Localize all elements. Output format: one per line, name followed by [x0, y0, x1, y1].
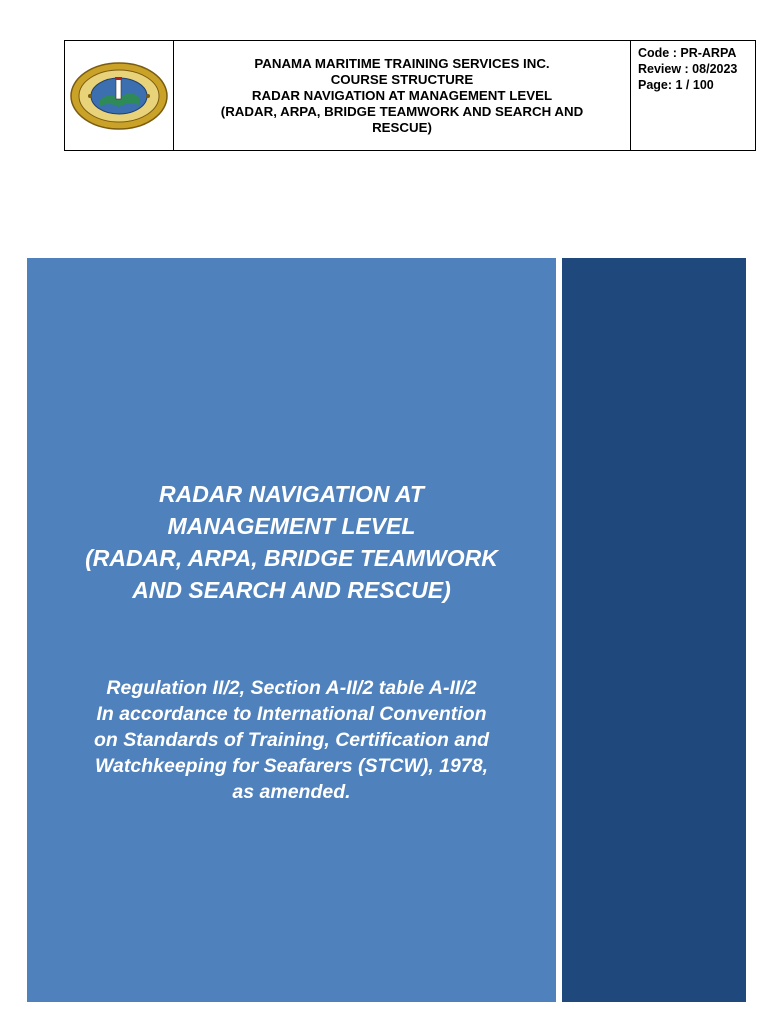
regulation-line-1: Regulation II/2, Section A-II/2 table A-II/2 [106, 677, 477, 699]
cover-panel-dark [562, 258, 746, 1002]
page-number: Page: 1 / 100 [638, 78, 714, 92]
document-review: Review : 08/2023 [638, 62, 738, 76]
regulation-line-5: as amended. [232, 781, 351, 803]
cover-title-line-1: RADAR NAVIGATION AT [159, 481, 424, 507]
cover-title-line-2: MANAGEMENT LEVEL [167, 513, 416, 539]
document-code: Code : PR-ARPA [638, 46, 737, 60]
header-course-subtitle-2: RESCUE) [372, 119, 432, 135]
cover-title-line-4: AND SEARCH AND RESCUE) [132, 577, 451, 603]
regulation-line-3: on Standards of Training, Certification and [93, 729, 490, 751]
header-course-title: RADAR NAVIGATION AT MANAGEMENT LEVEL [251, 87, 553, 103]
regulation-line-4: Watchkeeping for Seafarers (STCW), 1978, [94, 755, 488, 777]
cover-title [27, 478, 556, 606]
header-course-subtitle-1: (RADAR, ARPA, BRIDGE TEAMWORK AND SEARCH AND [220, 103, 584, 119]
regulation-line-2: In accordance to International Convention [96, 703, 487, 725]
cover-text-area [27, 0, 556, 1024]
header-document-type: COURSE STRUCTURE [330, 71, 474, 87]
header-company-name: PANAMA MARITIME TRAINING SERVICES INC. [254, 55, 550, 71]
cover-title-line-3: (RADAR, ARPA, BRIDGE TEAMWORK [85, 545, 498, 571]
header-meta-block [631, 41, 755, 150]
cover-regulation [27, 675, 556, 805]
